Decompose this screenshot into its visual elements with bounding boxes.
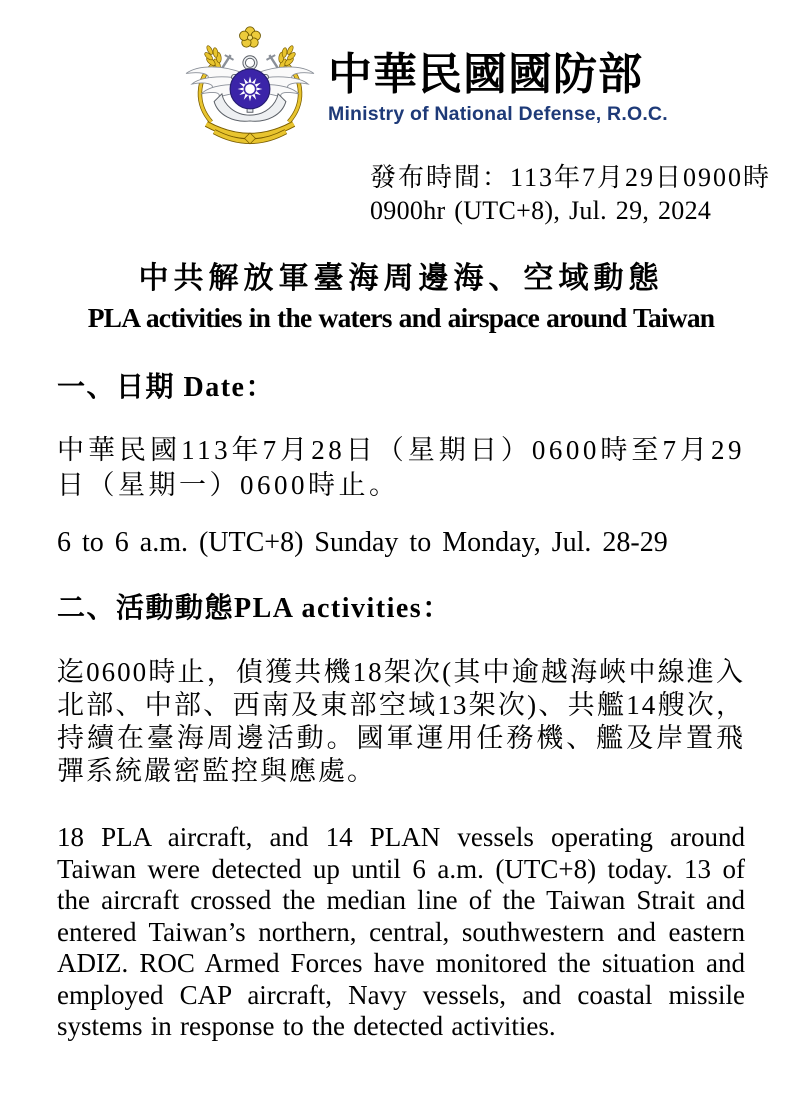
ministry-title-en: Ministry of National Defense, R.O.C. bbox=[328, 103, 668, 126]
date-paragraph-zh: 中華民國113年7月28日（星期日）0600時至7月29日（星期一）0600時止。 bbox=[57, 435, 745, 500]
document-title-en: PLA activities in the waters and airspace around Taiwan bbox=[87, 302, 715, 333]
activities-paragraph-zh: 迄0600時止，偵獲共機18架次(其中逾越海峽中線進入北部、中部、西南及東部空域13架次)、共艦14艘次，持續在臺海周邊活動。國軍運用任務機、艦及岸置飛彈系統嚴密監控與應處。 bbox=[57, 657, 745, 786]
mnd-emblem-icon bbox=[182, 25, 318, 151]
activities-section-heading: 二、活動動態PLA activities： bbox=[57, 593, 452, 624]
document-title bbox=[57, 253, 745, 334]
release-time-block bbox=[370, 161, 772, 227]
header bbox=[182, 25, 745, 151]
date-paragraph-en: 6 to 6 a.m. (UTC+8) Sunday to Monday, Jul. 28-29 bbox=[57, 527, 668, 558]
ministry-title-zh: 中華民國國防部 bbox=[328, 50, 643, 99]
activities-section bbox=[57, 586, 745, 1043]
release-time-en: 0900hr (UTC+8), Jul. 29, 2024 bbox=[370, 196, 712, 225]
date-section-heading: 一、日期 Date： bbox=[57, 372, 275, 403]
document-title-zh: 中共解放軍臺海周邊海、空域動態 bbox=[138, 262, 664, 295]
activities-paragraph-en: 18 PLA aircraft, and 14 PLAN vessels operating around Taiwan were detected up until 6 a.m. (UTC+8) today. 13 of the aircraft crossed the median line of the Taiwan Strait and entered Taiwan’s northern, central, southwestern and eastern ADIZ. ROC Armed Forces have monitored the situation and employed CAP aircraft, Navy vessels, and coastal missile systems in response to the detected activities. bbox=[57, 822, 745, 1041]
release-time-zh: 發布時間：113年7月29日0900時 bbox=[370, 163, 772, 192]
header-text bbox=[328, 25, 668, 126]
date-section bbox=[57, 365, 745, 559]
